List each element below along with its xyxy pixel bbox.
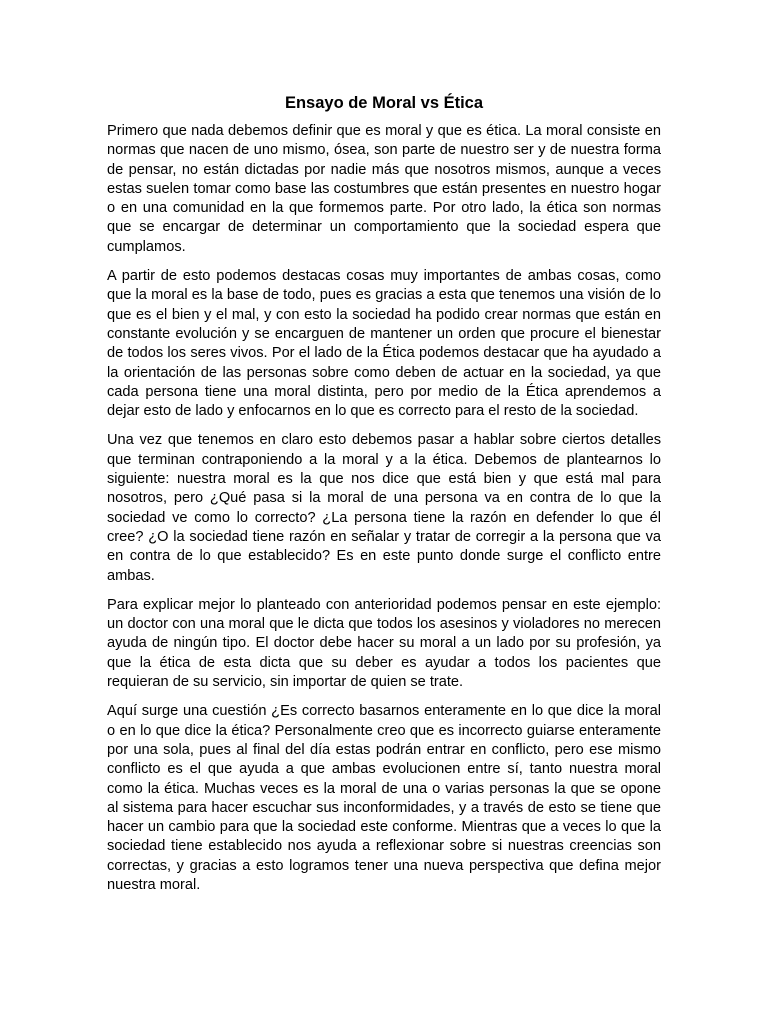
document-title: Ensayo de Moral vs Ética (284, 94, 484, 112)
paragraph-1: Primero que nada debemos definir que es moral y que es ética. La moral consiste en normas que nacen de uno mismo, ósea, son parte de nuestro ser y de nuestra forma de pensar, no están dictadas por nadie más que nosotros mismos, aunque a veces estas suelen tomar como base las costumbres que están presentes en nuestro hogar o en una comunidad en la que formemos parte. Por otro lado, la ética son normas que se encargar de determinar un comportamiento que la sociedad espera que cumplamos. (107, 123, 661, 255)
paragraph-2: A partir de esto podemos destacas cosas muy importantes de ambas cosas, como que la moral es la base de todo, pues es gracias a esta que tenemos una visión de lo que es el bien y el mal, y con esto la sociedad ha podido crear normas que están en constante evolución y se encarguen de mantener un orden que procure el bienestar de todos los seres vivos. Por el lado de la Ética podemos destacar que ha ayudado a la orientación de las personas sobre como deben de actuar en la sociedad, ya que cada persona tiene una moral distinta, pero por medio de la Ética aprendemos a dejar esto de lado y enfocarnos en lo que es correcto para el resto de la sociedad. (107, 268, 661, 420)
paragraph-3: Una vez que tenemos en claro esto debemos pasar a hablar sobre ciertos detalles que terminan contraponiendo a la moral y a la ética. Debemos de plantearnos lo siguiente: nuestra moral es la que nos dice que está bien y que está mal para nosotros, pero ¿Qué pasa si la moral de una persona va en contra de lo que la sociedad ve como lo correcto? ¿La persona tiene la razón en defender lo que él cree? ¿O la sociedad tiene razón en señalar y tratar de corregir a la persona que va en contra de lo que establecido? Es en este punto donde surge el conflicto entre ambas. (107, 432, 661, 584)
document-body (107, 122, 661, 905)
paragraph-5: Aquí surge una cuestión ¿Es correcto basarnos enteramente en lo que dice la moral o en lo que dice la ética? Personalmente creo que es incorrecto guiarse enteramente por una sola, pues al final del día estas podrán entrar en conflicto, pero ese mismo conflicto es el que ayuda a que ambas evolucionen entre sí, tanto nuestra moral como la ética. Muchas veces es la moral de una o varias personas la que se opone al sistema para hacer escuchar sus inconformidades, y a través de esto se tiene que hacer un cambio para que la sociedad este conforme. Mientras que a veces lo que la sociedad tiene establecido nos ayuda a reflexionar sobre si nuestras creencias son correctas, y gracias a esto logramos tener una nueva perspectiva que defina mejor nuestra moral. (107, 703, 661, 893)
paragraph-4: Para explicar mejor lo planteado con anterioridad podemos pensar en este ejemplo: un doctor con una moral que le dicta que todos los asesinos y violadores no merecen ayuda de ningún tipo. El doctor debe hacer su moral a un lado por su profesión, ya que la ética de esta dicta que su deber es ayudar a todos los pacientes que requieran de su servicio, sin importar de quien se trate. (107, 596, 661, 691)
